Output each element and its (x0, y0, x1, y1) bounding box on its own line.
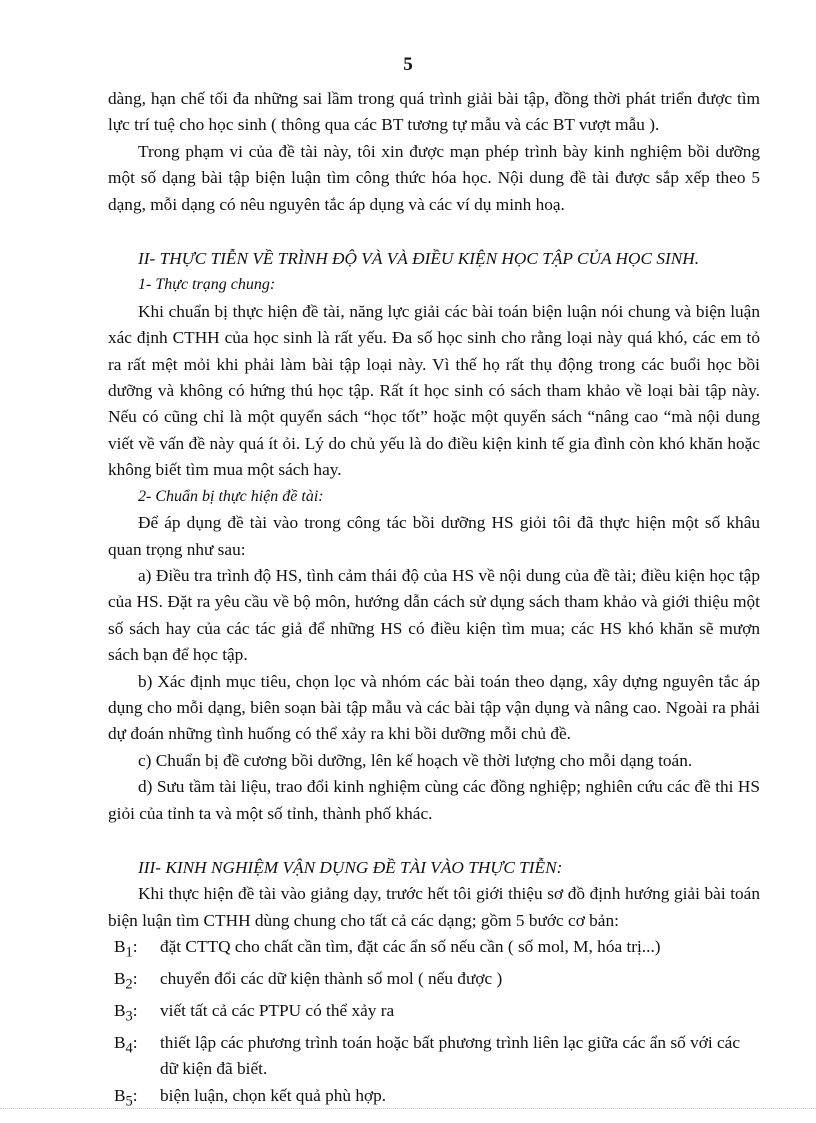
step-item (108, 1030, 760, 1083)
intro-paragraph-1: dàng, hạn chế tối đa những sai lầm trong quá trình giải bài tập, đồng thời phát triển được tìm lực trí tuệ cho học sinh ( thông qua các BT tương tự mẫu và các BT vượt mẫu ). (108, 89, 760, 135)
steps-list (108, 934, 760, 1114)
step-item (108, 1083, 760, 1115)
section-2-paragraph-2: Để áp dụng đề tài vào trong công tác bồi dưỡng HS giỏi tôi đã thực hiện một số khâu quan trọng như sau: (108, 513, 760, 559)
section-3-paragraph-1: Khi thực hiện đề tài vào giảng dạy, trước hết tôi giới thiệu sơ đồ định hướng giải bài toán biện luận tìm CTHH dùng chung cho tất cả các dạng; gồm 5 bước cơ bản: (108, 884, 760, 930)
section-2-heading: II- THỰC TIỄN VỀ TRÌNH ĐỘ VÀ VÀ ĐIỀU KIỆN HỌC TẬP CỦA HỌC SINH. (138, 249, 700, 269)
step-item (108, 998, 760, 1030)
list-item-c: c) Chuẩn bị đề cương bồi dưỡng, lên kế hoạch về thời lượng cho mỗi dạng toán. (138, 750, 693, 770)
section-2-subheading-1: 1- Thực trạng chung: (138, 276, 276, 294)
section-3-heading: III- KINH NGHIỆM VẬN DỤNG ĐỀ TÀI VÀO THỰC TIỄN: (138, 857, 563, 877)
step-item (108, 966, 760, 998)
step-item (108, 934, 760, 966)
list-item-b: b) Xác định mục tiêu, chọn lọc và nhóm các bài toán theo dạng, xây dựng nguyên tắc áp dụng cho mỗi dạng, biên soạn bài tập mẫu và các bài tập vận dụng và nâng cao. Ngoài ra phải dự đoán những tình huống có thể xảy ra khi bồi dưỡng mỗi chủ đề. (108, 671, 760, 744)
step-label: $B_3$: (114, 1000, 138, 1025)
step-text: thiết lập các phương trình toán hoặc bất phương trình liên lạc giữa các ẩn số với các dữ kiện đã biết. (160, 1032, 740, 1079)
list-item-d: d) Sưu tầm tài liệu, trao đổi kinh nghiệm cùng các đồng nghiệp; nghiên cứu các đề thi HS giỏi của tỉnh ta và một số tỉnh, thành phố khác. (108, 777, 760, 823)
list-item-a: a) Điều tra trình độ HS, tình cảm thái độ của HS về nội dung của đề tài; điều kiện học tập của HS. Đặt ra yêu cầu về bộ môn, hướng dẫn cách sử dụng sách tham khảo và giới thiệu một số sách hay của các tác giả để những HS có điều kiện tìm mua; các HS khó khăn sẽ mượn sách bạn để học tập. (108, 565, 760, 665)
section-2-subheading-2: 2- Chuẩn bị thực hiện đề tài: (138, 487, 324, 505)
footer-divider (0, 1108, 816, 1109)
document-body (108, 86, 760, 1114)
step-text: đặt CTTQ cho chất cần tìm, đặt các ẩn số nếu cần ( số mol, M, hóa trị...) (160, 937, 661, 957)
step-label: $B_1$: (114, 937, 138, 961)
intro-paragraph-2: Trong phạm vi của đề tài này, tôi xin được mạn phép trình bày kinh nghiệm bồi dưỡng một số dạng bài tập biện luận tìm công thức hóa học. Nội dung đề tài được sắp xếp theo 5 dạng, mỗi dạng có nêu nguyên tắc áp dụng và các ví dụ minh hoạ. (108, 141, 760, 214)
step-text: chuyển đổi các dữ kiện thành số mol ( nếu được ) (160, 969, 503, 989)
step-label: $B_2$: (114, 969, 138, 993)
step-text: biện luận, chọn kết quả phù hợp. (160, 1085, 387, 1105)
step-label: $B_4$: (114, 1032, 138, 1057)
step-text: viết tất cả các PTPU có thể xảy ra (160, 1000, 395, 1020)
page-number: 5 (403, 54, 413, 75)
section-2-paragraph-1: Khi chuẩn bị thực hiện đề tài, năng lực giải các bài toán biện luận nói chung và biện luận xác định CTHH của học sinh là rất yếu. Đa số học sinh cho rằng loại này quá khó, các em tỏ ra rất mệt mỏi khi phải làm bài tập loại này. Vì thế họ rất thụ động trong các buổi học bồi dưỡng và không có hứng thú học tập. Rất ít học sinh có sách tham khảo về loại bài tập này. Nếu có cũng chỉ là một quyển sách “học tốt” hoặc một quyển sách “nâng cao “mà nội dung viết về vấn đề này quá ít ỏi. Lý do chủ yếu là do điều kiện kinh tế gia đình còn khó khăn hoặc không biết tìm mua một sách hay. (108, 301, 760, 480)
step-label: $B_5$: (114, 1085, 138, 1110)
